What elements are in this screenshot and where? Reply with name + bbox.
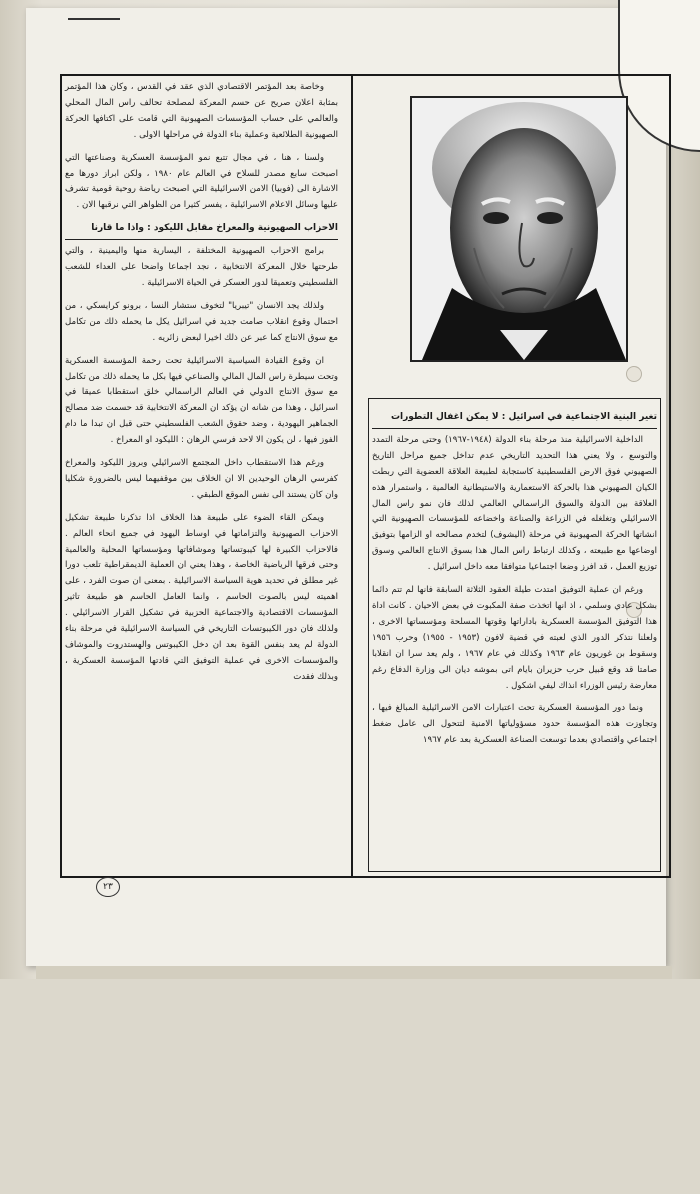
paragraph: ولسنا ، هنا ، في مجال تتبع نمو المؤسسة العسكرية وصناعتها التي اصبحت سابع مصدر للسلاح في العالم عام ١٩٨٠ ، ولكن ابراز دورها مع الاشارة الى (فوبيا) الامن الاسرائيلية التي اصبحت رياضة روحية قومية تشرف عليها وسائل الاعلام الاسرائيلية ، يفسر كثيرا من الظواهر التي نرقبها الان . [65, 152, 338, 211]
paragraph: برامج الاحزاب الصهيونية المختلفة ، اليسارية منها واليمينية ، والتي طرحتها خلال المعركة الانتخابية ، نجد اجماعا واضحا على العداء للشعب الفلسطيني وتعميقا لدور العسكر في الحياة الاسرائيلية . [65, 246, 338, 288]
section-heading: تغير البنية الاجتماعية في اسرائيل : لا يمكن اغفال التطورات [372, 410, 657, 429]
paragraph: وخاصة بعد المؤتمر الاقتصادي الذي عقد في القدس ، وكان هذا المؤتمر بمثابة اعلان صريح عن حسم المعركة لمصلحة تحالف راس المال المحلي والعالمي على حساب المؤسسات الصهيونية التي قامت على اكتافها الحركة الصهيونية الطلائعية وعملية بناء الدولة في مراحلها الاولى . [65, 82, 338, 140]
top-rule [68, 18, 120, 20]
paragraph: ورغم هذا الاستقطاب داخل المجتمع الاسرائيلي وبروز الليكود والمعراخ كفرسي الرهان الوحيدين الا ان الخلاف بين موقفيهما ليس بالضرورة شكليا وان كان يستند الى نفس الموقع الطبقي . [65, 458, 338, 500]
bottom-edge [36, 966, 672, 979]
page-number: ٢٣ [96, 877, 120, 897]
paragraph: ان وقوع القيادة السياسية الاسرائيلية تحت رحمة المؤسسة العسكرية وتحت سيطرة راس المال المالي والصناعي فيها بكل ما يحمله ذلك من تكامل مع سوق الانتاج الدولي في العالم الراسمالي خلق استقطابا عميقا في اسرائيل ، وهذا من شانه ان يؤكد ان المعركة الانتخابية قد حسمت ضد مصالح الجماهير اليهودية ، وضد حقوق الشعب الفلسطيني حتى قبل ان تبدا ما دام الفوز فيها ، لن يكون الا لاحد فرسي الرهان : الليكود او المعراخ . [65, 355, 338, 446]
paragraph: ونما دور المؤسسة العسكرية تحت اعتبارات الامن الاسرائيلية المبالغ فيها ، وتجاوزت هذه المؤسسة حدود مسؤولياتها الامنية لتتحول الى عامل ضغط اجتماعي واقتصادي بعدما توسعت الصناعة العسكرية بعد عام ١٩٦٧ [372, 703, 657, 746]
column-divider [351, 74, 353, 876]
paragraph: ولذلك يجد الانسان "تيبريا" لتخوف ستشار النسا ، برونو كرايسكي ، من احتمال وقوع انقلاب صامت جديد في اسرائيل يكل ما يحمله ذلك من تكامل مع سوق الانتاج كما عبر عن ذلك اخيرا لبعض زائريه . [65, 300, 338, 343]
portrait-photo [410, 96, 628, 362]
paragraph: ويمكن القاء الضوء على طبيعة هذا الخلاف اذا تذكرنا طبيعة تشكيل الاحزاب الصهيونية والتزاماتها في اوساط اليهود في جميع انحاء العالم . فالاحزاب الكبيرة لها كيبوتساتها وموشافاتها ومؤسساتها المحلية والعالمية وحتى فرقها الرياضية الخاصة ، وهذا يعني ان العملية الديمقراطية تلعب دورا غير مطلق في تحديد هوية السياسة الاسرائيلية . بمعنى ان صوت الفرد ، على اهميته ليس بالصوت الحاسم ، وانما العامل الحاسم هو طبيعة تاثير المؤسسات الاقتصادية والاجتماعية الحزبية في تشكيل القرار الاسرائيلي . ولذلك فان دور الكيبوتسات التاريخي في السياسة الاسرائيلية في مرحلة بناء الدولة لم يعد بنفس القوة بعد ان دخل الكيبوتس والهستدروت والموشاف والمؤسسات الاخرى في عملية التوفيق التي قادتها المؤسسة العسكرية ، وبذلك فقدت [65, 512, 338, 682]
right-column [372, 404, 657, 1194]
section-heading: الاحزاب الصهيونية والمعراخ مقابل الليكود : واذا ما قارنا [65, 221, 338, 240]
portrait-image [412, 98, 626, 360]
paragraph: ورغم ان عملية التوفيق امتدت طيلة العقود الثلاثة السابقة فانها لم تتم دائما بشكل عادي وسلمي ، اذ انها اتخذت صفة المكبوت في بعض الاحيان . كانت اداة هذا التوفيق المؤسسة العسكرية باداراتها وقوتها المسلحة ومؤسساتها الاخرى ، ولعلنا نتذكر الدور الذي لعبته في قضية لافون (١٩٥٣ - ١٩٥٥) وحرب ١٩٥٦ وسقوط بن غوريون عام ١٩٦٣ وكذلك في عام ١٩٦٧ ، ولم يعد سرا ان انقلابا صامتا قد وقع قبيل حرب حزيران بايام اتى بموشه ديان الى وزارة الدفاع رغم معارضة رئيس الوزراء انذاك ليفي اشكول . [372, 585, 657, 691]
paragraph: الداخلية الاسرائيلية منذ مرحلة بناء الدولة (١٩٤٨-١٩٦٧) وحتى مرحلة التمدد والتوسع ، ولا يعني هذا التحديد التاريخي عدم تداخل جميع مراحل التاريخ الصهيوني فوق الارض الفلسطينية كاستجابة لطبيعة العلاقة العضوية التي ربطت الكيان الصهيوني هذا بالحركة الاستعمارية والاستيطانية العالمية ، واستمرار هذه العلاقة بين الدولة والسوق الراسمالي العالمي لذلك فان نمو راس المال الاسرائيلي وتغلغله في الزراعة والصناعة واخضاعه للمؤسسات الصهيونية التي انشاتها الحركة الصهيونية في مرحلة (اليشوف) لتخدم مصالحه او الزامها بتوفيق اوضاعها مع طبيعته ، وكذلك ارتباط راس المال هذا بسوق الانتاج العالمي وسوق توزيع العمل ، قد افرز وضعا اجتماعيا متوافقا معه داخل اسرائيل . [372, 434, 657, 573]
left-column [65, 80, 338, 870]
